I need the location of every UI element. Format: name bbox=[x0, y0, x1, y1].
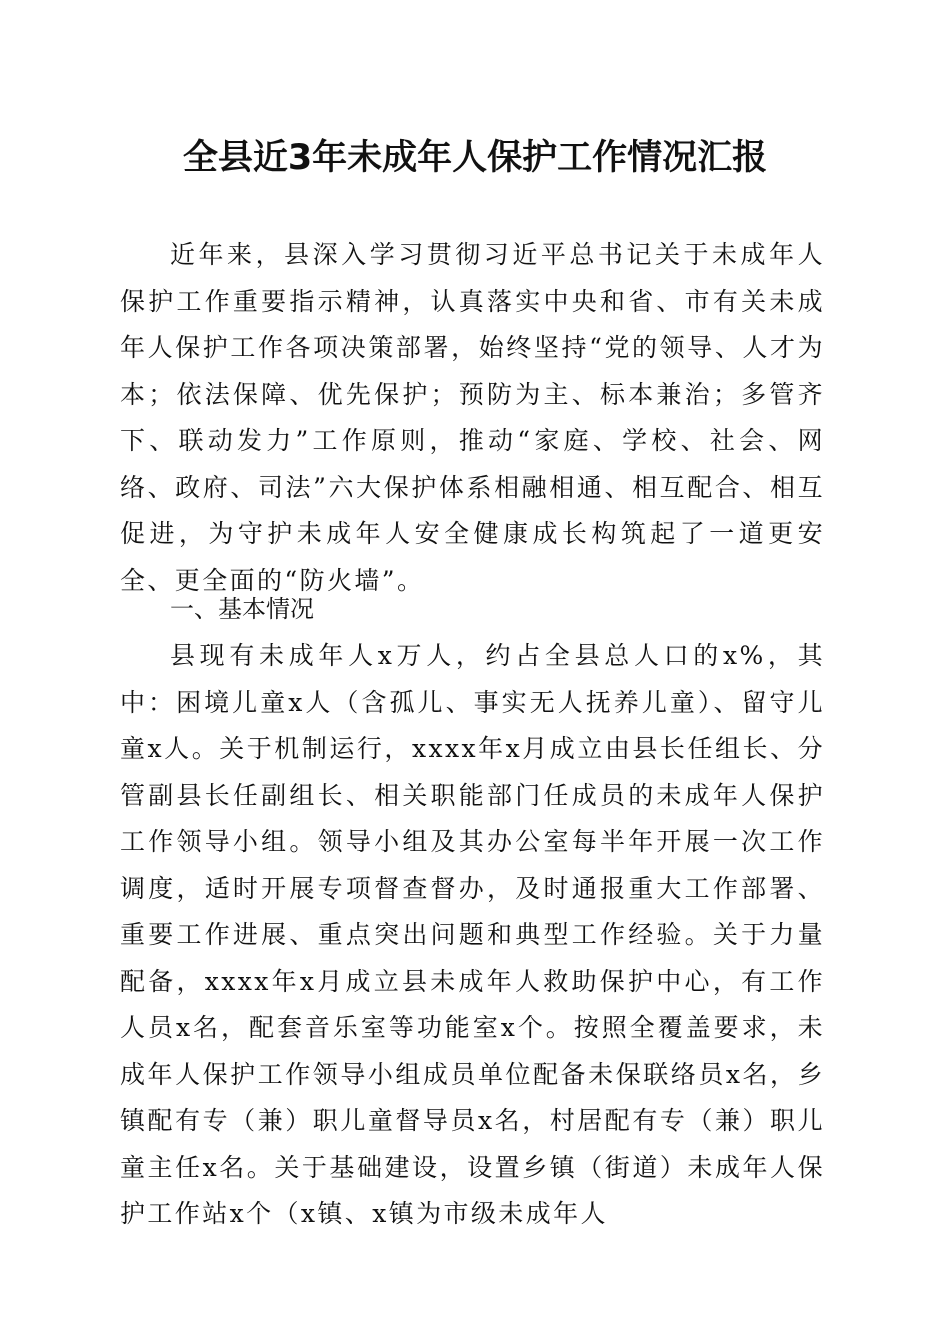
section-heading-basic-situation: 一、基本情况 bbox=[170, 595, 314, 623]
document-title: 全县近3年未成年人保护工作情况汇报 bbox=[182, 138, 768, 178]
intro-paragraph: 近年来，县深入学习贯彻习近平总书记关于未成年人保护工作重要指示精神，认真落实中央和省、市有关未成年人保护工作各项决策部署，始终坚持“党的领导、人才为本；依法保障、优先保护；预防为主、标本兼治；多管齐下、联动发力”工作原则，推动“家庭、学校、社会、网络、政府、司法”六大保护体系相融相通、相互配合、相互促进，为守护未成年人安全健康成长构筑起了一道更安全、更全面的“防火墙”。 bbox=[120, 240, 825, 595]
basic-situation-paragraph: 县现有未成年人x万人，约占全县总人口的x%，其中：困境儿童x人（含孤儿、事实无人抚养儿童）、留守儿童x人。关于机制运行，xxxx年x月成立由县长任组长、分管副县长任副组长、相关职能部门任成员的未成年人保护工作领导小组。领导小组及其办公室每半年开展一次工作调度，适时开展专项督查督办，及时通报重大工作部署、重要工作进展、重点突出问题和典型工作经验。关于力量配备，xxxx年x月成立县未成年人救助保护中心，有工作人员x名，配套音乐室等功能室x个。按照全覆盖要求，未成年人保护工作领导小组成员单位配备未保联络员x名，乡镇配有专（兼）职儿童督导员x名，村居配有专（兼）职儿童主任x名。关于基础建设，设置乡镇（街道）未成年人保护工作站x个（x镇、x镇为市级未成年人 bbox=[120, 641, 825, 1228]
